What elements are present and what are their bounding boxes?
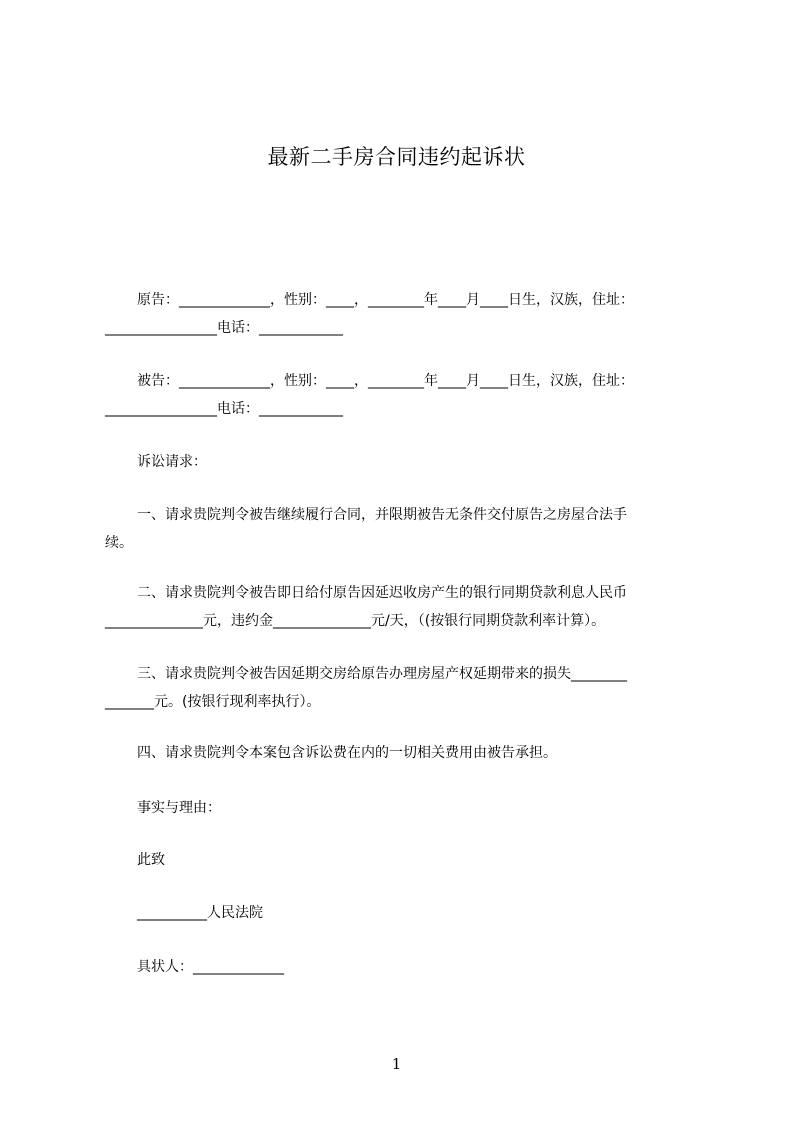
claim-2: [105, 579, 705, 635]
claims-heading: [105, 448, 705, 476]
claim-2-line-2: ______________元，违约金______________元/天，（(按银行同期贷款利率计算）。: [105, 613, 606, 629]
defendant-line-1: 被告：_____________，性别：____，________年____月____日生，汉族，住址：: [137, 373, 634, 389]
claim-1-line-1: 一、请求贵院判令被告继续履行合同，并限期被告无条件交付原告之房屋合法手: [137, 507, 627, 523]
court-name-text: __________人民法院: [137, 905, 263, 921]
signer: [105, 953, 705, 981]
facts-heading-text: 事实与理由：: [137, 800, 221, 816]
page-number: 1: [391, 1055, 402, 1073]
claim-3-line-1: 三、请求贵院判令被告因延期交房给原告办理房屋产权延期带来的损失________: [137, 666, 627, 682]
signer-text: 具状人：_____________: [137, 959, 284, 975]
claim-1: [105, 501, 705, 557]
defendant-info: [105, 367, 705, 423]
closing-text: 此致: [137, 852, 165, 868]
claim-1-line-2: 续。: [105, 535, 133, 551]
plaintiff-info: [105, 286, 705, 342]
claim-3: [105, 660, 705, 716]
closing: [105, 846, 705, 874]
court-name: [105, 899, 705, 927]
claim-4-text: 四、请求贵院判令本案包含诉讼费在内的一切相关费用由被告承担。: [137, 745, 557, 761]
facts-heading: [105, 794, 705, 822]
claim-4: [105, 739, 705, 767]
plaintiff-line-1: 原告：_____________，性别：____，________年____月____日生，汉族，住址：: [137, 292, 634, 308]
claims-heading-text: 诉讼请求：: [137, 454, 207, 470]
claim-2-line-1: 二、请求贵院判令被告即日给付原告因延迟收房产生的银行同期贷款利息人民币: [137, 585, 627, 601]
document-title: 最新二手房合同违约起诉状: [267, 145, 526, 169]
defendant-line-2: ________________电话：____________: [105, 401, 343, 417]
claim-3-line-2: _______元。(按银行现利率执行）。: [105, 694, 321, 710]
plaintiff-line-2: ________________电话：____________: [105, 320, 343, 336]
